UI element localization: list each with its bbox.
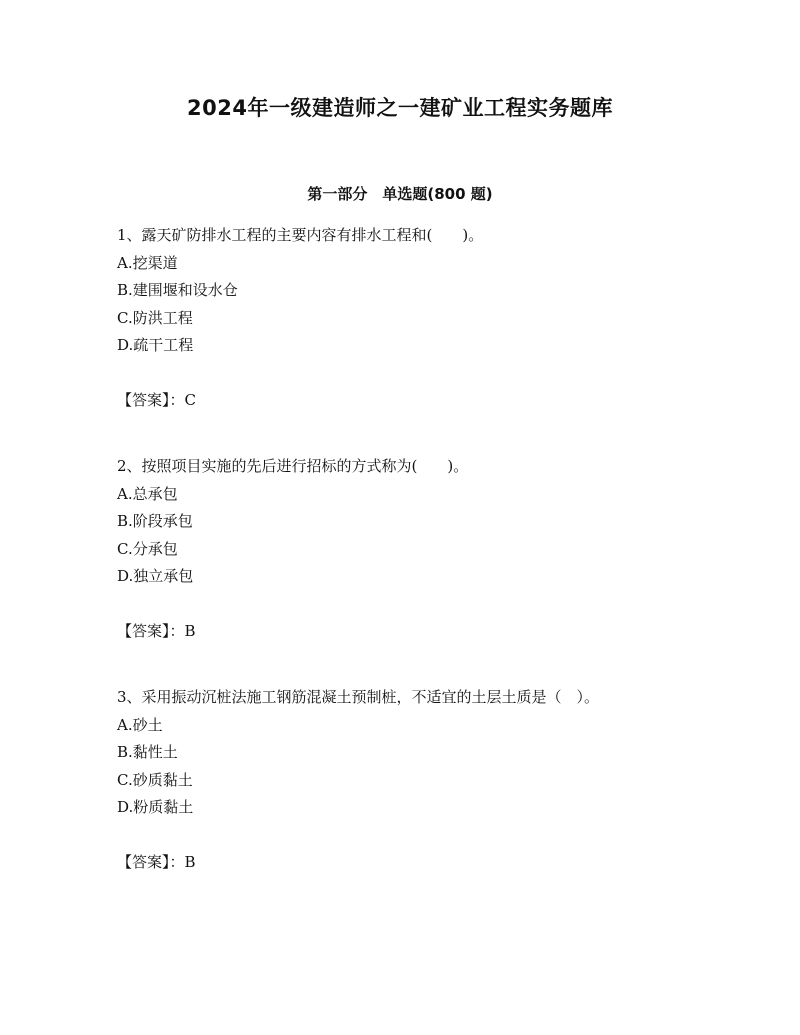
option-d: D.独立承包	[117, 567, 194, 585]
option-b: B.建围堰和设水仓	[117, 281, 238, 299]
option-c: C.砂质黏土	[117, 770, 193, 789]
option-b: B.黏性土	[117, 743, 178, 761]
option-a: A.挖渠道	[117, 253, 178, 272]
option-d: D.疏干工程	[117, 336, 194, 354]
question-1	[117, 222, 677, 414]
option-c: C.分承包	[117, 539, 178, 558]
question-stem: 1、露天矿防排水工程的主要内容有排水工程和( )。	[117, 226, 484, 244]
section-heading: 第一部分 单选题(800 题)	[307, 185, 493, 203]
option-a: A.总承包	[117, 484, 178, 503]
question-stem: 2、按照项目实施的先后进行招标的方式称为( )。	[117, 457, 469, 475]
answer-line: 【答案】：B	[117, 621, 196, 640]
option-c: C.防洪工程	[117, 308, 193, 327]
answer-line: 【答案】：B	[117, 852, 196, 871]
option-b: B.阶段承包	[117, 512, 193, 530]
option-a: A.砂土	[117, 715, 163, 734]
answer-line: 【答案】：C	[117, 390, 196, 409]
option-d: D.粉质黏土	[117, 798, 194, 816]
document-title: 2024年一级建造师之一建矿业工程实务题库	[187, 96, 613, 120]
question-stem: 3、采用振动沉桩法施工钢筋混凝土预制桩，不适宜的土层土质是（ ）。	[117, 688, 600, 706]
question-2	[117, 453, 677, 645]
question-3	[117, 684, 677, 876]
